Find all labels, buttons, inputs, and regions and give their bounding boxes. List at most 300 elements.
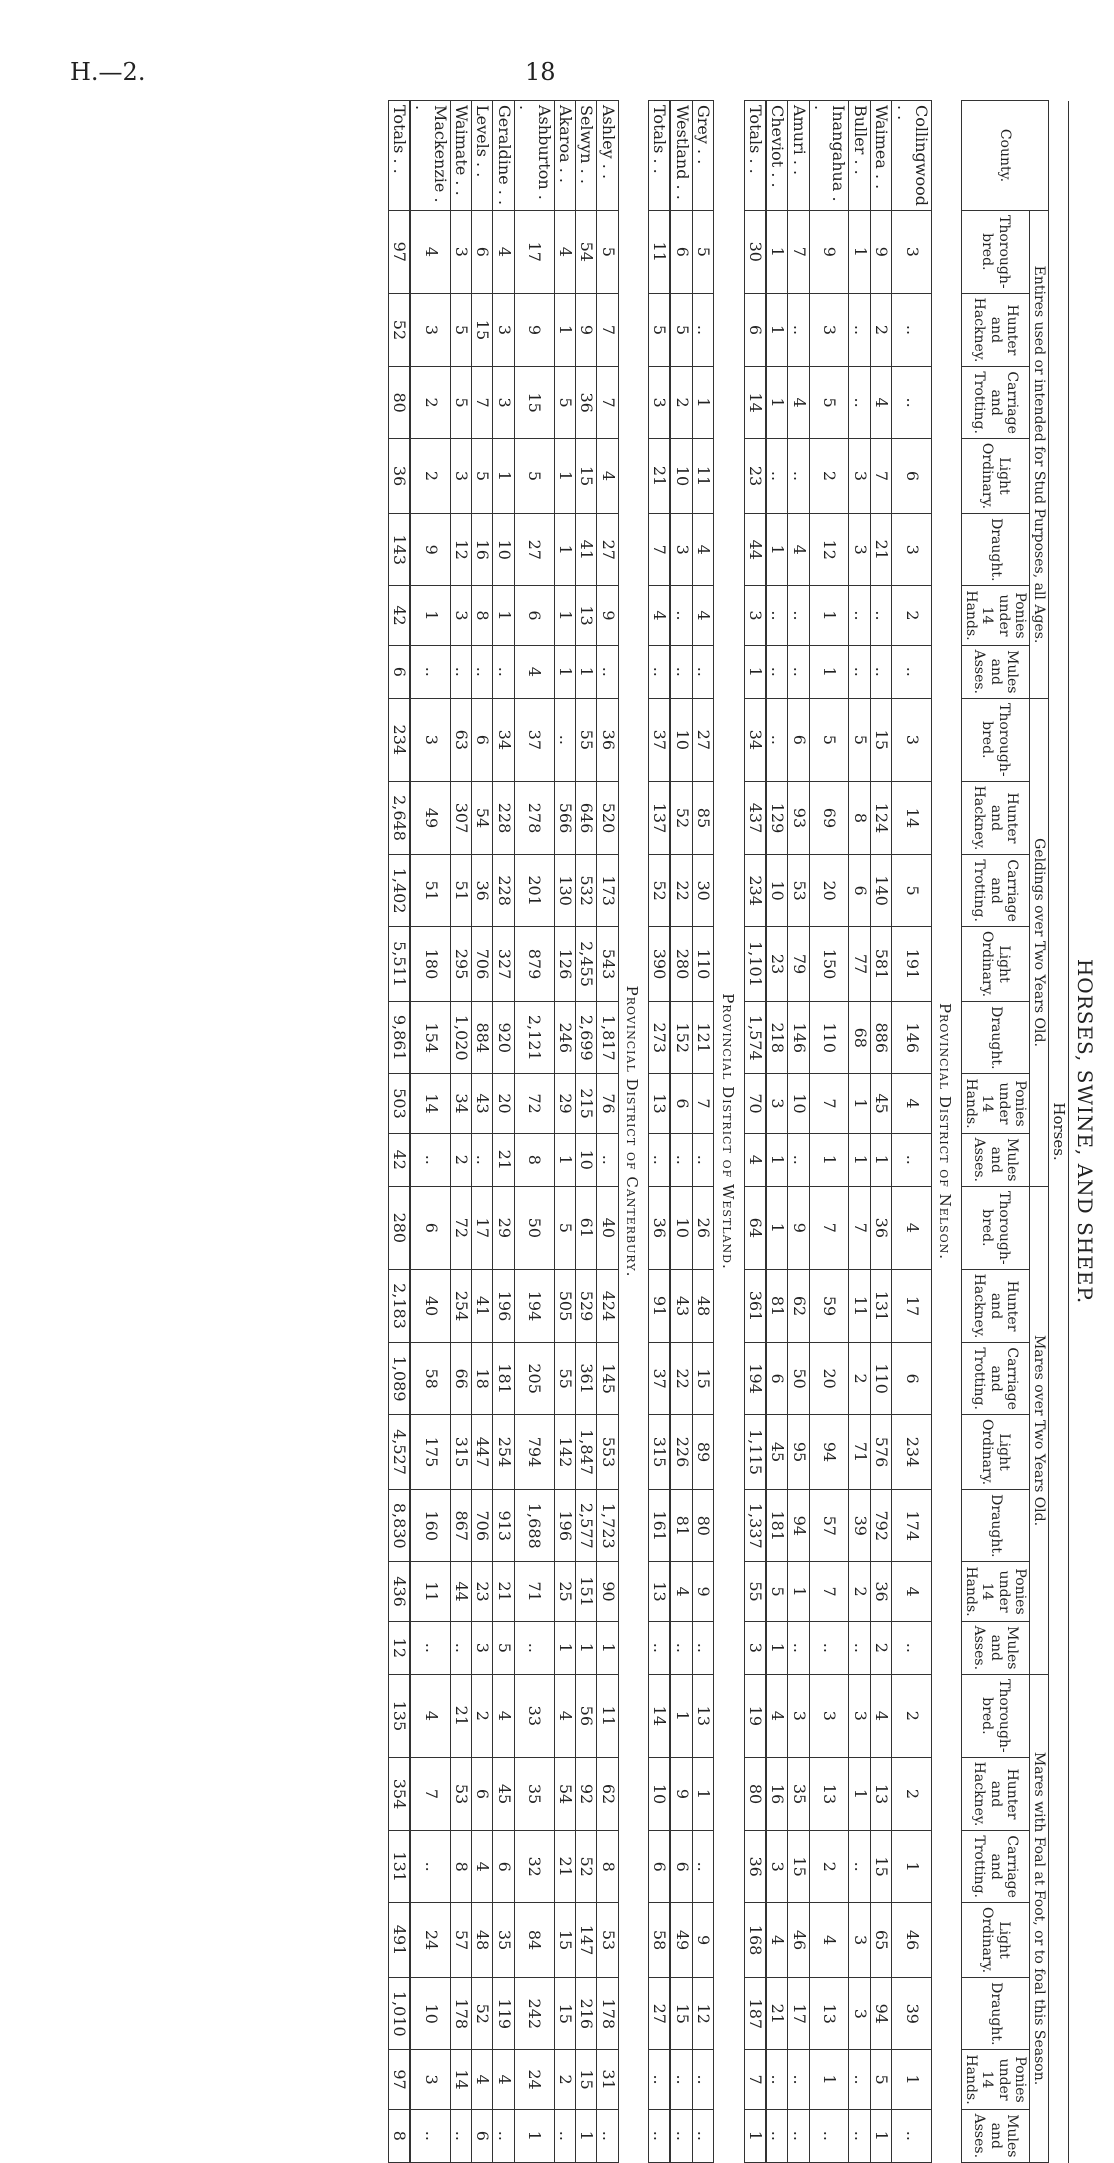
value-cell: .. (472, 645, 493, 698)
value-cell: 8 (597, 1831, 618, 1903)
total-cell: 3 (649, 367, 671, 439)
value-cell: 4 (410, 210, 450, 293)
value-cell: 6 (670, 1831, 692, 1903)
value-cell: 5 (450, 293, 471, 367)
totals-row (649, 101, 671, 2163)
value-cell: 1,817 (597, 1002, 618, 1074)
value-cell: 181 (493, 1343, 514, 1415)
value-cell: 76 (597, 1074, 618, 1133)
value-cell: .. (554, 2109, 575, 2162)
total-cell: 2,648 (388, 781, 410, 855)
value-cell: 15 (670, 1978, 692, 2050)
table-row (472, 101, 493, 2163)
table-row (450, 101, 471, 2163)
column-header: Thorough-bred. (962, 210, 1029, 293)
value-cell: 51 (410, 855, 450, 927)
value-cell: 5 (597, 210, 618, 293)
district-heading: Provincial District of Westland. (718, 993, 737, 1270)
value-cell: 15 (692, 1343, 713, 1415)
value-cell: 9 (692, 1562, 713, 1621)
column-header: Mules and Asses. (962, 645, 1029, 698)
totals-label: Totals . . (649, 101, 671, 211)
value-cell: .. (892, 293, 932, 367)
value-cell: 21 (766, 1978, 788, 2050)
value-cell: 3 (493, 293, 514, 367)
total-cell: 52 (649, 855, 671, 927)
value-cell: 23 (766, 926, 788, 1001)
value-cell: 13 (870, 1757, 891, 1831)
value-cell: 2 (892, 1675, 932, 1758)
value-cell: 31 (597, 2050, 618, 2109)
column-header: Hunter and Hackney. (962, 1757, 1029, 1831)
table-row (554, 101, 575, 2163)
value-cell: 21 (493, 1133, 514, 1186)
value-cell: 5 (554, 1187, 575, 1270)
value-cell: .. (692, 2050, 713, 2109)
value-cell: 21 (493, 1562, 514, 1621)
column-header: Draught. (962, 1978, 1029, 2050)
total-cell: 80 (744, 1757, 766, 1831)
total-cell: .. (649, 1621, 671, 1674)
value-cell: .. (670, 586, 692, 645)
value-cell: 49 (410, 781, 450, 855)
total-cell: 5 (649, 293, 671, 367)
value-cell: 5 (849, 699, 870, 782)
county-cell: Selwyn . . (576, 101, 597, 211)
value-cell: 1 (809, 1133, 849, 1186)
value-cell: 6 (788, 699, 809, 782)
value-cell: 85 (692, 781, 713, 855)
value-cell: 2 (410, 438, 450, 513)
column-header: Light Ordinary. (962, 1414, 1029, 1489)
value-cell: 12 (692, 1978, 713, 2050)
value-cell: .. (766, 586, 788, 645)
value-cell: .. (849, 2050, 870, 2109)
value-cell: 35 (514, 1757, 554, 1831)
total-cell: 161 (649, 1490, 671, 1562)
value-cell: 6 (892, 438, 932, 513)
value-cell: 5 (493, 1621, 514, 1674)
value-cell: 3 (849, 1978, 870, 2050)
group-header-mares: Mares over Two Years Old. (1029, 1187, 1048, 1675)
value-cell: 1 (766, 1187, 788, 1270)
value-cell: 6 (892, 1343, 932, 1415)
value-cell: 6 (472, 210, 493, 293)
value-cell: 20 (809, 855, 849, 927)
value-cell: 327 (493, 926, 514, 1001)
county-cell: Mackenzie . . (410, 101, 450, 211)
value-cell: 228 (493, 855, 514, 927)
total-cell: 55 (744, 1562, 766, 1621)
value-cell: 3 (849, 514, 870, 586)
value-cell: 7 (692, 1074, 713, 1133)
total-cell: 4 (744, 1133, 766, 1186)
column-header: Carriage and Trotting. (962, 367, 1029, 439)
value-cell: 1 (766, 367, 788, 439)
total-cell: 4,527 (388, 1414, 410, 1489)
value-cell: 5 (514, 438, 554, 513)
value-cell: 39 (849, 1490, 870, 1562)
value-cell: 226 (670, 1414, 692, 1489)
value-cell: 218 (766, 1002, 788, 1074)
value-cell: 576 (870, 1414, 891, 1489)
value-cell: 17 (514, 210, 554, 293)
value-cell: 24 (514, 2050, 554, 2109)
total-cell: 30 (744, 210, 766, 293)
value-cell: 2 (472, 1675, 493, 1758)
value-cell: 6 (472, 1757, 493, 1831)
county-cell: Ashley . . (597, 101, 618, 211)
total-cell: 36 (744, 1831, 766, 1903)
total-cell: 13 (649, 1074, 671, 1133)
table-row (410, 101, 450, 2163)
total-cell: 503 (388, 1074, 410, 1133)
value-cell: 13 (692, 1675, 713, 1758)
value-cell: 40 (597, 1187, 618, 1270)
value-cell: 792 (870, 1490, 891, 1562)
district-heading: Provincial District of Nelson. (936, 1002, 955, 1261)
value-cell: 17 (788, 1978, 809, 2050)
value-cell: 7 (788, 210, 809, 293)
table-row (670, 101, 692, 2163)
county-cell: Buller . . (849, 101, 870, 211)
value-cell: .. (692, 1133, 713, 1186)
total-cell: 1,010 (388, 1978, 410, 2050)
total-cell: 361 (744, 1269, 766, 1343)
value-cell: 6 (766, 1343, 788, 1415)
value-cell: 18 (472, 1343, 493, 1415)
total-cell: 436 (388, 1562, 410, 1621)
column-header: Mules and Asses. (962, 2109, 1029, 2162)
value-cell: 1 (554, 438, 575, 513)
column-header: Ponies under 14 Hands. (962, 1562, 1029, 1621)
value-cell: 174 (892, 1490, 932, 1562)
value-cell: 48 (692, 1269, 713, 1343)
total-cell: 97 (388, 210, 410, 293)
value-cell: 6 (670, 210, 692, 293)
value-cell: 13 (809, 1978, 849, 2050)
value-cell: 7 (809, 1187, 849, 1270)
value-cell: 529 (576, 1269, 597, 1343)
value-cell: 920 (493, 1002, 514, 1074)
total-cell: 42 (388, 586, 410, 645)
county-header: County. (962, 101, 1048, 211)
value-cell: 10 (670, 699, 692, 782)
value-cell: 17 (472, 1187, 493, 1270)
county-cell: Waimate . . (450, 101, 471, 211)
value-cell: 33 (514, 1675, 554, 1758)
total-cell: 80 (388, 367, 410, 439)
value-cell: 7 (597, 367, 618, 439)
value-cell: 44 (450, 1562, 471, 1621)
value-cell: 2,455 (576, 926, 597, 1001)
total-cell: 1 (744, 645, 766, 698)
table-row (892, 101, 932, 2163)
value-cell: 129 (766, 781, 788, 855)
value-cell: 1 (870, 2109, 891, 2162)
value-cell: 27 (597, 514, 618, 586)
total-cell: 64 (744, 1187, 766, 1270)
column-header: Mules and Asses. (962, 1133, 1029, 1186)
value-cell: 1 (766, 1133, 788, 1186)
value-cell: 57 (809, 1490, 849, 1562)
value-cell: 62 (788, 1269, 809, 1343)
table-row (692, 101, 713, 2163)
value-cell: 9 (809, 210, 849, 293)
group-header-row (1029, 101, 1048, 2163)
value-cell: 46 (892, 1902, 932, 1977)
value-cell: 884 (472, 1002, 493, 1074)
value-cell: 1 (849, 1133, 870, 1186)
total-cell: 143 (388, 514, 410, 586)
table-row (597, 101, 618, 2163)
total-cell: 19 (744, 1675, 766, 1758)
value-cell: 879 (514, 926, 554, 1001)
value-cell: 3 (809, 1675, 849, 1758)
value-cell: 52 (670, 781, 692, 855)
total-cell: 36 (388, 438, 410, 513)
value-cell: 3 (892, 699, 932, 782)
value-cell: 14 (450, 2050, 471, 2109)
value-cell: .. (870, 645, 891, 698)
total-cell: 11 (649, 210, 671, 293)
total-cell: 194 (744, 1343, 766, 1415)
value-cell: 1,020 (450, 1002, 471, 1074)
value-cell: .. (892, 1133, 932, 1186)
value-cell: 173 (597, 855, 618, 927)
value-cell: 21 (554, 1831, 575, 1903)
value-cell: 1 (576, 2109, 597, 2162)
value-cell: 7 (472, 367, 493, 439)
value-cell: .. (788, 1621, 809, 1674)
value-cell: 532 (576, 855, 597, 927)
value-cell: 4 (493, 210, 514, 293)
table-row (849, 101, 870, 2163)
value-cell: 2 (809, 1831, 849, 1903)
value-cell: 79 (788, 926, 809, 1001)
value-cell: 140 (870, 855, 891, 927)
value-cell: 4 (472, 1831, 493, 1903)
group-header-geldings: Geldings over Two Years Old. (1029, 699, 1048, 1187)
value-cell: 15 (554, 1902, 575, 1977)
value-cell: 4 (870, 367, 891, 439)
value-cell: 1,847 (576, 1414, 597, 1489)
total-cell: 91 (649, 1269, 671, 1343)
value-cell: .. (670, 2109, 692, 2162)
value-cell: .. (766, 2109, 788, 2162)
value-cell: 5 (892, 855, 932, 927)
county-cell: Amuri . . (788, 101, 809, 211)
total-cell: 21 (649, 438, 671, 513)
value-cell: 10 (576, 1133, 597, 1186)
value-cell: 15 (870, 699, 891, 782)
value-cell: 280 (670, 926, 692, 1001)
value-cell: 43 (472, 1074, 493, 1133)
value-cell: 6 (514, 586, 554, 645)
value-cell: 95 (788, 1414, 809, 1489)
value-cell: 181 (766, 1490, 788, 1562)
value-cell: 913 (493, 1490, 514, 1562)
value-cell: 1 (892, 2050, 932, 2109)
value-cell: 1 (870, 1133, 891, 1186)
value-cell: 53 (597, 1902, 618, 1977)
value-cell: 3 (410, 293, 450, 367)
total-cell: 1,101 (744, 926, 766, 1001)
total-cell: .. (649, 1133, 671, 1186)
value-cell: 57 (450, 1902, 471, 1977)
value-cell: 1 (788, 1562, 809, 1621)
value-cell: 40 (410, 1269, 450, 1343)
value-cell: 15 (870, 1831, 891, 1903)
value-cell: .. (849, 1831, 870, 1903)
value-cell: 6 (472, 699, 493, 782)
value-cell: 150 (809, 926, 849, 1001)
value-cell: 4 (472, 2050, 493, 2109)
column-header: Hunter and Hackney. (962, 293, 1029, 367)
value-cell: 90 (597, 1562, 618, 1621)
value-cell: 50 (788, 1343, 809, 1415)
value-cell: 2 (849, 1343, 870, 1415)
value-cell: 4 (554, 1675, 575, 1758)
value-cell: 71 (514, 1562, 554, 1621)
value-cell: 52 (472, 1978, 493, 2050)
district-heading-row (714, 101, 744, 2163)
value-cell: 9 (576, 293, 597, 367)
value-cell: 7 (870, 438, 891, 513)
value-cell: 9 (597, 586, 618, 645)
column-header: Light Ordinary. (962, 438, 1029, 513)
total-cell: 36 (649, 1187, 671, 1270)
value-cell: 295 (450, 926, 471, 1001)
value-cell: 8 (450, 1831, 471, 1903)
value-cell: 24 (410, 1902, 450, 1977)
value-cell: .. (597, 645, 618, 698)
column-header: Ponies under 14 Hands. (962, 1074, 1029, 1133)
value-cell: .. (849, 645, 870, 698)
value-cell: .. (849, 1621, 870, 1674)
value-cell: 110 (870, 1343, 891, 1415)
column-header: Ponies under 14 Hands. (962, 586, 1029, 645)
value-cell: .. (597, 2109, 618, 2162)
value-cell: 10 (788, 1074, 809, 1133)
total-cell: 2,183 (388, 1269, 410, 1343)
value-cell: 2 (670, 367, 692, 439)
value-cell: 36 (472, 855, 493, 927)
value-cell: 10 (670, 438, 692, 513)
value-cell: 1 (554, 1133, 575, 1186)
value-cell: 4 (493, 1675, 514, 1758)
total-cell: .. (649, 2109, 671, 2162)
value-cell: 15 (514, 367, 554, 439)
table-row (493, 101, 514, 2163)
totals-label: Totals . . (744, 101, 766, 211)
value-cell: 68 (849, 1002, 870, 1074)
value-cell: .. (410, 1831, 450, 1903)
value-cell: 61 (576, 1187, 597, 1270)
total-cell: 97 (388, 2050, 410, 2109)
value-cell: 35 (493, 1902, 514, 1977)
column-header: Mules and Asses. (962, 1621, 1029, 1674)
total-cell: 315 (649, 1414, 671, 1489)
total-cell: 3 (744, 586, 766, 645)
value-cell: .. (766, 645, 788, 698)
total-cell: 70 (744, 1074, 766, 1133)
value-cell: 867 (450, 1490, 471, 1562)
totals-row (388, 101, 410, 2163)
value-cell: 9 (788, 1187, 809, 1270)
value-cell: .. (410, 2109, 450, 2162)
value-cell: 10 (493, 514, 514, 586)
value-cell: 254 (493, 1414, 514, 1489)
value-cell: 706 (472, 1490, 493, 1562)
value-cell: 4 (870, 1675, 891, 1758)
value-cell: 55 (554, 1343, 575, 1415)
table-subtitle: Horses. (1048, 101, 1068, 2163)
value-cell: 9 (670, 1757, 692, 1831)
value-cell: 30 (692, 855, 713, 927)
total-cell: 27 (649, 1978, 671, 2050)
value-cell: 131 (870, 1269, 891, 1343)
page-header (70, 58, 1050, 98)
value-cell: 16 (766, 1757, 788, 1831)
value-cell: 110 (692, 926, 713, 1001)
column-header: Hunter and Hackney. (962, 781, 1029, 855)
value-cell: .. (788, 586, 809, 645)
value-cell: 1 (554, 1621, 575, 1674)
value-cell: 36 (597, 699, 618, 782)
value-cell: 196 (554, 1490, 575, 1562)
county-cell: Ashburton . . (514, 101, 554, 211)
value-cell: .. (410, 1621, 450, 1674)
value-cell: 2 (892, 1757, 932, 1831)
value-cell: 37 (514, 699, 554, 782)
value-cell: 180 (410, 926, 450, 1001)
value-cell: 27 (514, 514, 554, 586)
total-cell: 7 (744, 2050, 766, 2109)
value-cell: .. (670, 1621, 692, 1674)
county-cell: Waimea . . (870, 101, 891, 211)
total-cell: 1,337 (744, 1490, 766, 1562)
value-cell: 2 (870, 1621, 891, 1674)
value-cell: 3 (849, 1902, 870, 1977)
value-cell: 15 (554, 1978, 575, 2050)
value-cell: 36 (576, 367, 597, 439)
value-cell: 81 (670, 1490, 692, 1562)
value-cell: 22 (670, 855, 692, 927)
value-cell: 5 (472, 438, 493, 513)
value-cell: 1 (849, 1757, 870, 1831)
value-cell: 1 (809, 2050, 849, 2109)
value-cell: 4 (766, 1902, 788, 1977)
value-cell: 1 (576, 1621, 597, 1674)
value-cell: 246 (554, 1002, 575, 1074)
total-cell: 137 (649, 781, 671, 855)
value-cell: 1 (554, 586, 575, 645)
total-cell: 354 (388, 1757, 410, 1831)
value-cell: 1 (849, 1074, 870, 1133)
total-cell: 1,402 (388, 855, 410, 927)
total-cell: 10 (649, 1757, 671, 1831)
value-cell: 1,688 (514, 1490, 554, 1562)
total-cell: 234 (744, 855, 766, 927)
value-cell: 4 (809, 1902, 849, 1977)
county-cell: Inangahua . . (809, 101, 849, 211)
value-cell: .. (670, 1133, 692, 1186)
value-cell: .. (692, 1831, 713, 1903)
value-cell: 27 (692, 699, 713, 782)
total-cell: 6 (388, 645, 410, 698)
district-heading-row (932, 101, 962, 2163)
